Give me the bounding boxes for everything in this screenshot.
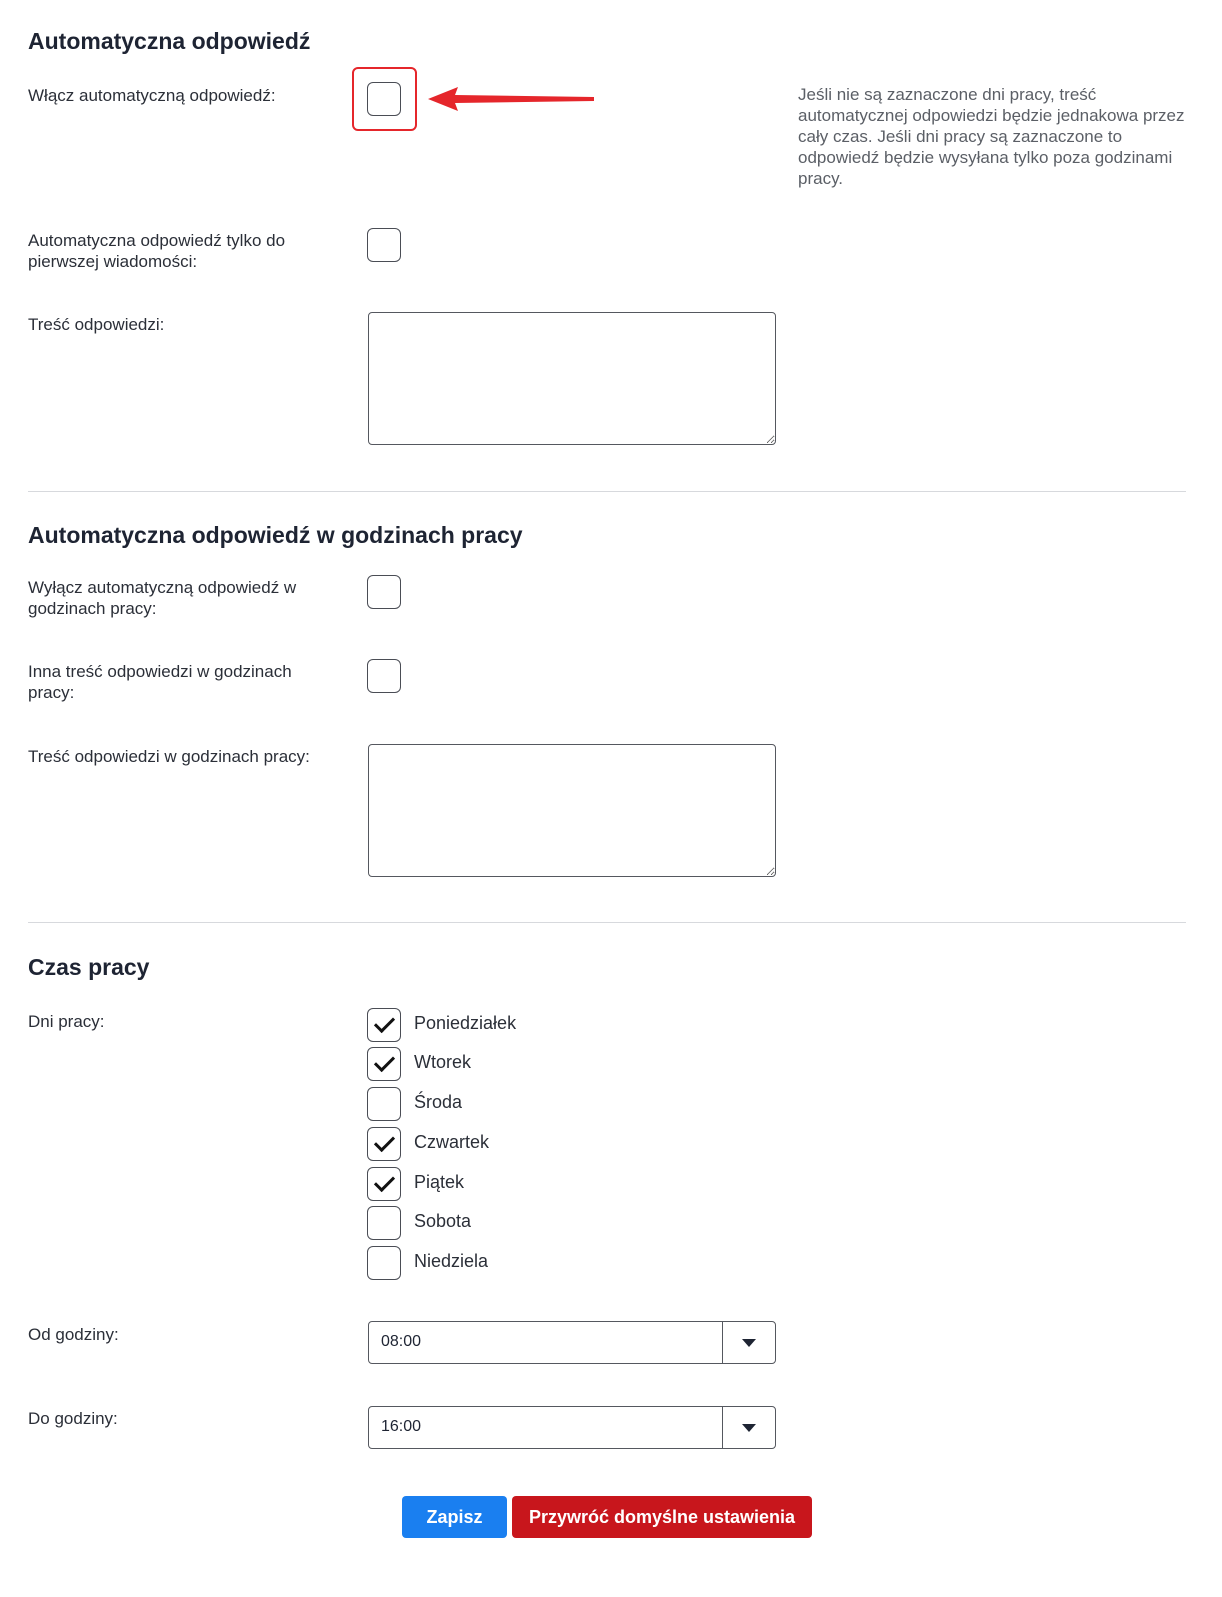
day-label-friday: Piątek [414, 1172, 465, 1192]
from-hour-label: Od godziny: [28, 1325, 119, 1344]
day-label-thursday: Czwartek [414, 1132, 490, 1152]
reset-defaults-button[interactable]: Przywróć domyślne ustawienia [512, 1496, 812, 1538]
day-label-tuesday: Wtorek [414, 1052, 472, 1072]
to-hour-label: Do godziny: [28, 1409, 118, 1428]
first-message-only-label: Automatyczna odpowiedź tylko do pierwszej wiadomości: [28, 231, 286, 271]
section-divider [28, 491, 1186, 492]
chevron-down-icon[interactable] [742, 1339, 756, 1347]
chevron-down-icon[interactable] [742, 1424, 756, 1432]
section-title-work-hours-reply: Automatyczna odpowiedź w godzinach pracy [28, 522, 523, 548]
day-label-wednesday: Środa [414, 1092, 463, 1112]
day-checkbox-friday[interactable] [367, 1167, 401, 1201]
day-label-saturday: Sobota [414, 1211, 472, 1231]
work-days-label: Dni pracy: [28, 1012, 105, 1031]
day-label-monday: Poniedziałek [414, 1013, 517, 1033]
day-checkbox-wednesday[interactable] [367, 1087, 401, 1121]
enable-auto-reply-label: Włącz automatyczną odpowiedź: [28, 86, 276, 105]
disable-in-work-hours-checkbox[interactable] [367, 575, 401, 609]
reply-content-textarea[interactable] [368, 312, 776, 445]
select-separator [722, 1322, 723, 1363]
work-hours-content-textarea[interactable] [368, 744, 776, 877]
first-message-only-checkbox[interactable] [367, 228, 401, 262]
to-hour-select[interactable] [368, 1406, 776, 1449]
day-checkbox-thursday[interactable] [367, 1127, 401, 1161]
annotation-arrow-icon [428, 86, 598, 112]
work-hours-content-label: Treść odpowiedzi w godzinach pracy: [28, 747, 310, 766]
select-separator [722, 1407, 723, 1448]
day-checkbox-saturday[interactable] [367, 1206, 401, 1240]
day-label-sunday: Niedziela [414, 1251, 489, 1271]
to-hour-value: 16:00 [381, 1418, 422, 1435]
from-hour-value: 08:00 [381, 1333, 422, 1350]
disable-in-work-hours-label: Wyłącz automatyczną odpowiedź w godzinach pracy: [28, 578, 297, 618]
reply-content-label: Treść odpowiedzi: [28, 315, 165, 334]
day-checkbox-tuesday[interactable] [367, 1047, 401, 1081]
day-checkbox-monday[interactable] [367, 1008, 401, 1042]
from-hour-select[interactable] [368, 1321, 776, 1364]
auto-reply-info-text: Jeśli nie są zaznaczone dni pracy, treść automatycznej odpowiedzi będzie jednakowa przez cały czas. Jeśli dni pracy są zaznaczone to odpowiedź będzie wysyłana tylko poza godzinami pracy. [798, 85, 1185, 188]
save-button[interactable]: Zapisz [402, 1496, 507, 1538]
section-title-auto-reply: Automatyczna odpowiedź [28, 28, 311, 54]
section-title-work-time: Czas pracy [28, 954, 150, 980]
section-divider [28, 922, 1186, 923]
day-checkbox-sunday[interactable] [367, 1246, 401, 1280]
other-content-checkbox[interactable] [367, 659, 401, 693]
enable-auto-reply-checkbox[interactable] [367, 82, 401, 116]
other-content-label: Inna treść odpowiedzi w godzinach pracy: [28, 662, 292, 702]
